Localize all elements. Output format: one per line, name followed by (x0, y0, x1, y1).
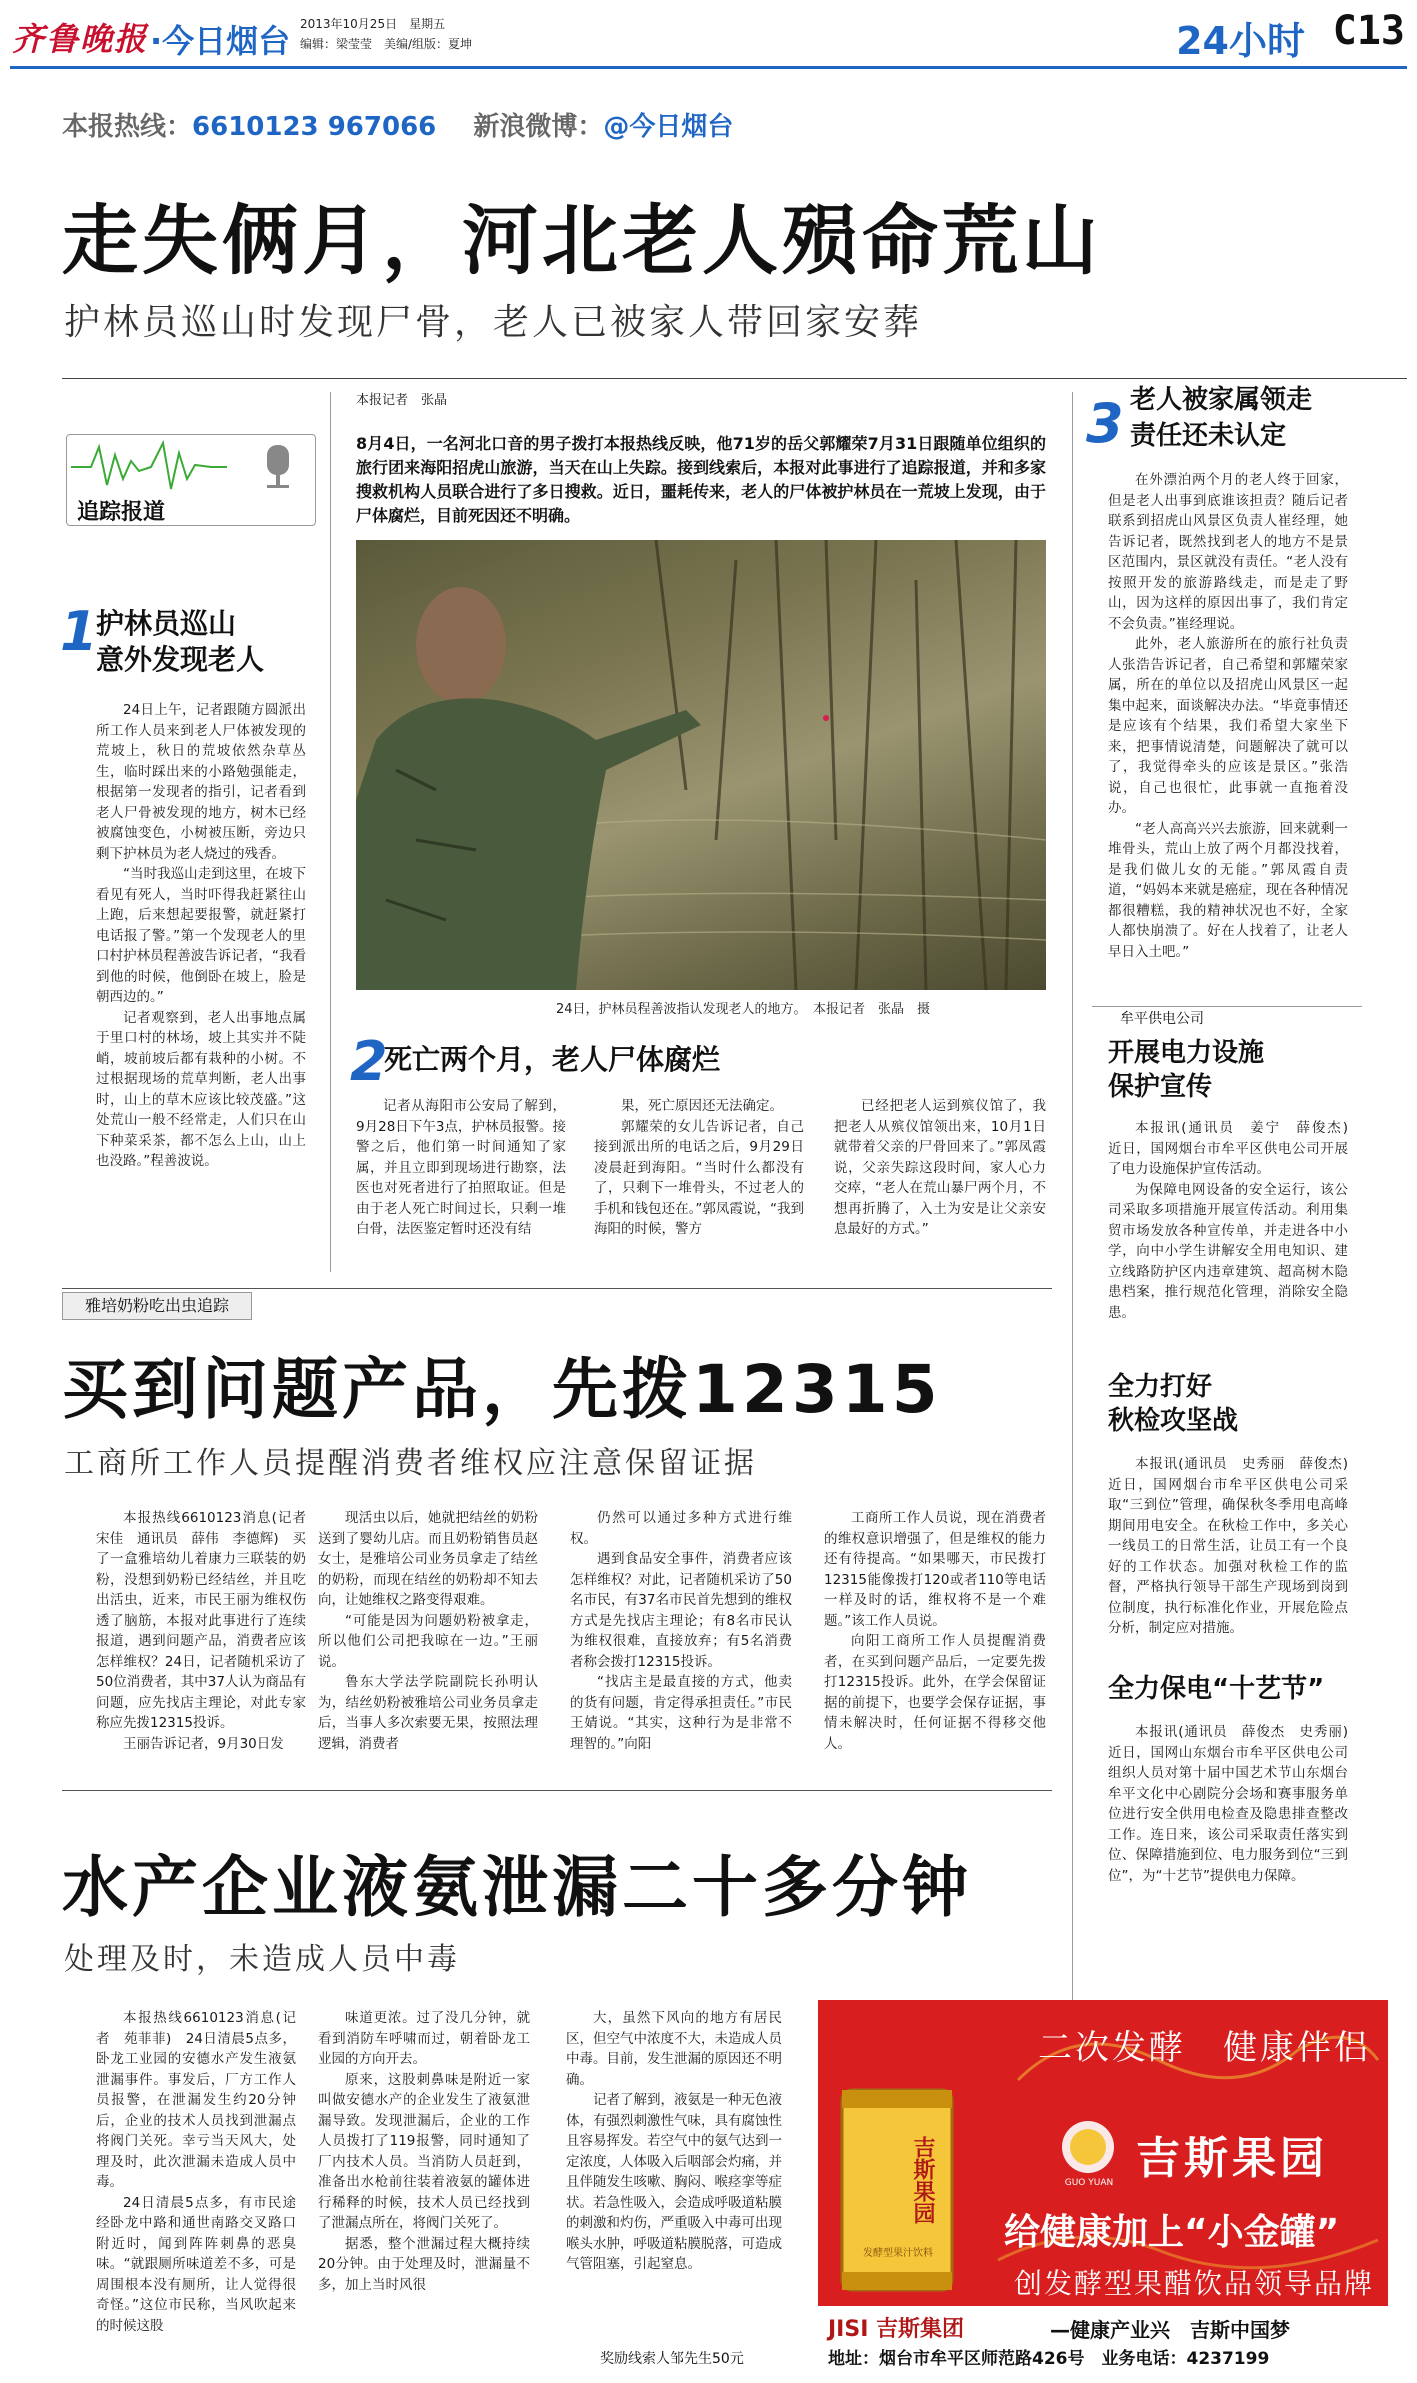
story3-headline: 水产企业液氨泄漏二十多分钟 (62, 1849, 972, 1926)
ad-can-sub: 发酵型果汁饮料 (863, 2248, 933, 2259)
paragraph: 味道更浓。过了没几分钟，就看到消防车呼啸而过，朝着卧龙工业园的方向开去。 (318, 2010, 530, 2067)
news-photo (356, 540, 1046, 990)
editor-credits: 编辑：梁莹莹 美编/组版：夏坤 (300, 37, 473, 51)
advertisement (818, 2000, 1388, 2372)
paragraph: 向阳工商所工作人员提醒消费者，在买到问题产品后，一定要先拨打12315投诉。此外，在学会保留证据的前提下，也要学会保存证据，事情未解决时，任何证据不得移交他人。 (824, 1633, 1046, 1752)
paragraph: 记者从海阳市公安局了解到，9月28日下午3点，护林员报警。接警之后，他们第一时间通知了家属，并且立即到现场进行勘察，法医也对死者进行了拍照取证。但是由于老人死亡时间过长，只剩一堆白骨，法医鉴定暂时还没有结 (356, 1098, 566, 1237)
story2-subhead: 工商所工作人员提醒消费者维权应注意保留证据 (64, 1446, 757, 1481)
section3-number: 3 (1086, 392, 1124, 455)
paragraph: 记者了解到，液氨是一种无色液体，有强烈刺激性气味，具有腐蚀性且容易挥发。若空气中的氨气达到一定浓度，人体吸入后咽部会灼痛，并且伴随发生咳嗽、胸闷、喉痉挛等症状。若急性吸入，会造成呼吸道粘膜的刺激和灼伤，严重吸入中毒可出现喉头水肿，呼吸道粘膜脱落，可造成气管阻塞，引起窒息。 (566, 2092, 782, 2272)
story3-rule (62, 1790, 1052, 1791)
paragraph: “当时我巡山走到这里，在坡下看见有死人，当时吓得我赶紧往山上跑，后来想起要报警，就赶紧打电话报了警。”第一个发现老人的里口村护林员程善波告诉记者，“我看到他的时候，他倒卧在坡上，脸是朝西边的。” (96, 866, 306, 1005)
weibo-handle: @今日烟台 (603, 112, 734, 142)
story2-rule (62, 1288, 1052, 1289)
column-divider (330, 392, 331, 1272)
sidebar-item1-title: 开展电力设施 保护宣传 (1108, 1038, 1265, 1102)
story3-column3 (566, 2008, 782, 2275)
sidebar-tag: 牟平供电公司 (1120, 1011, 1204, 1027)
hotline-bar (62, 106, 733, 143)
paragraph: 为保障电网设备的安全运行，该公司采取多项措施开展宣传活动。利用集贸市场发放各种宣传单，并走进各中小学，向中小学生讲解安全用电知识、建立线路防护区内违章建筑、超高树木隐患档案，推行规范化管理，消除安全隐患。 (1108, 1181, 1348, 1321)
section1-title: 护林员巡山 意外发现老人 (96, 607, 265, 676)
ad-subline: 创发酵型果醋饮品领导品牌 (1014, 2267, 1375, 2300)
ad-brand: 吉斯果园 (1136, 2133, 1328, 2184)
ad-guo-yuan: GUO YUAN (1064, 2178, 1114, 2188)
section2-title: 死亡两个月，老人尸体腐烂 (384, 1043, 721, 1076)
ad-footer (818, 2306, 1388, 2372)
sidebar-rule (1092, 1006, 1362, 1007)
story1-byline: 本报记者 张晶 (356, 393, 448, 408)
story1-rule (62, 378, 1407, 379)
section1-text (96, 700, 306, 1172)
paragraph: 本报热线6610123消息(记者 苑菲菲) 24日清晨5点多，卧龙工业园的安德水产发生液氨泄漏事件。事发后，厂方工作人员报警，在泄漏发生约20分钟后，企业的技术人员找到泄漏点将阀门关死。幸亏当天风大，处理及时，此次泄漏未造成人员中毒。 (96, 2010, 296, 2190)
paragraph: 本报讯(通讯员 史秀丽 薛俊杰) 近日，国网烟台市牟平区供电公司采取“三到位”管理，确保秋冬季用电高峰期间用电安全。在秋检工作中，多关心一线员工的日常生活，让员工有一个良好的工作状态。加强对秋检工作的监督，严格执行领导干部生产现场到岗到位制度，执行标准化作业，开展危险点分析，制定应对措施。 (1108, 1456, 1362, 1636)
hotline-label: 本报热线： (62, 112, 193, 142)
sidebar-item2-title: 全力打好 秋检攻坚战 (1108, 1372, 1239, 1436)
story2-column4 (824, 1508, 1046, 1754)
reward-note: 奖励线索人邹先生50元 (600, 2351, 744, 2367)
paragraph: 原来，这股刺鼻味是附近一家叫做安德水产的企业发生了液氨泄漏导致。发现泄漏后，企业的工作人员拨打了119报警，同时通知了厂内技术人员。当消防人员赶到，准备出水枪前往装着液氨的罐体进行稀释的时候，技术人员已经找到了泄漏点所在，将阀门关死了。 (318, 2071, 530, 2231)
story3-column1 (96, 2008, 296, 2336)
hotline-numbers: 6610123 967066 (192, 112, 437, 142)
story2-headline: 买到问题产品，先拨12315 (62, 1351, 942, 1428)
paragraph: 本报讯(通讯员 姜宁 薛俊杰) 近日，国网烟台市牟平区供电公司开展了电力设施保护宣传活动。 (1108, 1120, 1362, 1177)
paragraph: 鲁东大学法学院副院长孙明认为，结丝奶粉被雅培公司业务员拿走后，当事人多次索要无果，按照法理逻辑，消费者 (318, 1674, 538, 1752)
story2-column3 (570, 1508, 792, 1754)
ad-can-brand: 吉斯果园 (910, 2136, 935, 2224)
ad-address: 地址：烟台市牟平区师范路426号 业务电话：4237199 (828, 2349, 1270, 2369)
tracking-report-label: 追踪报道 (77, 500, 166, 525)
paragraph: 记者观察到，老人出事地点属于里口村的林场，坡上其实并不陡峭，坡前坡后都有栽种的小树。不过根据现场的荒草判断，老人出事时，山上的草木应该比较茂盛。”这处荒山一般不经常走，人们只在山下种菜采茶，都不怎么上山，山上也没路。”程善波说。 (96, 1009, 306, 1169)
sidebar-item3-text (1108, 1722, 1362, 1886)
section1-number: 1 (60, 600, 98, 663)
paragraph: 仍然可以通过多种方式进行维权。 (570, 1510, 792, 1547)
section2-column1 (356, 1096, 566, 1240)
photo-caption: 24日，护林员程善波指认发现老人的地方。 本报记者 张晶 摄 (556, 1002, 931, 1017)
paragraph: 据悉，整个泄漏过程大概持续20分钟。由于处理及时，泄漏量不多，加上当时风很 (318, 2235, 530, 2293)
section3-title: 老人被家属领走 责任还未认定 (1130, 385, 1313, 451)
paragraph: 工商所工作人员说，现在消费者的维权意识增强了，但是维权的能力还有待提高。“如果哪天，市民拨打12315能像拨打120或者110等电话一样及时的话，维权将不是一个难题。”该工作人员说。 (824, 1510, 1046, 1629)
paragraph: 24日清晨5点多，有市民途经卧龙中路和通世南路交叉路口附近时，闻到阵阵刺鼻的恶臭味。“就跟厕所味道差不多，可是周围根本没有厕所，让人觉得很奇怪。”这位市民称，当风吹起来的时候这股 (96, 2194, 296, 2334)
ad-group: JISI 吉斯集团 (828, 2317, 965, 2342)
ad-tagline: 给健康加上“小金罐” (1004, 2212, 1340, 2253)
masthead-rule (10, 66, 1407, 69)
story2-tag: 雅培奶粉吃出虫追踪 (62, 1292, 252, 1320)
section2-column2 (594, 1096, 804, 1240)
sidebar-item3-title: 全力保电“十艺节” (1108, 1674, 1325, 1704)
section-title: ·今日烟台 (150, 22, 291, 60)
section2-column3 (834, 1096, 1046, 1240)
story1-subhead: 护林员巡山时发现尸骨，老人已被家人带回家安葬 (64, 302, 923, 343)
waveform-icon (67, 435, 315, 495)
newspaper-logo: 齐鲁晚报 (12, 20, 149, 58)
sidebar-divider (1072, 392, 1073, 2002)
paragraph: 大，虽然下风向的地方有居民区，但空气中浓度不大，未造成人员中毒。目前，发生泄漏的原因还不明确。 (566, 2010, 782, 2088)
paragraph: 已经把老人运到殡仪馆了，我把老人从殡仪馆领出来，10月1日就带着父亲的尸骨回来了。”郭凤霞说，父亲失踪这段时间，家人心力交瘁，“老人在荒山暴尸两个月，不想再折腾了，入土为安是让父亲安息最好的方式。” (834, 1098, 1046, 1237)
paragraph: 现活虫以后，她就把结丝的奶粉送到了婴幼儿店。而且奶粉销售员赵女士，是雅培公司业务员拿走了结丝的奶粉，而现在结丝的奶粉却不知去向，让她维权之路变得艰难。 (318, 1510, 538, 1608)
weibo-label: 新浪微博： (473, 112, 604, 142)
paragraph: 王丽告诉记者，9月30日发 (123, 1735, 284, 1752)
ad-slogan: 二次发酵 健康伴侣 (1038, 2028, 1371, 2068)
paragraph: “老人高高兴兴去旅游，回来就剩一堆骨头，荒山上放了两个月都没找着，是我们做儿女的无能。”郭凤霞自责道，“妈妈本来就是癌症，现在各种情况都很糟糕，我的精神状况也不好，全家人都快崩溃了。好在人找着了，让老人早日入土吧。” (1108, 820, 1348, 960)
paragraph: “找店主是最直接的方式，他卖的货有问题，肯定得承担责任。”市民王婧说。“其实，这种行为是非常不理智的。”向阳 (570, 1674, 792, 1752)
story3-column2 (318, 2008, 530, 2295)
ad-motto: —健康产业兴 吉斯中国梦 (1050, 2318, 1290, 2342)
story1-headline: 走失俩月，河北老人殒命荒山 (62, 196, 1102, 285)
story1-lead: 8月4日，一名河北口音的男子拨打本报热线反映，他71岁的岳父郭耀荣7月31日跟随单位组织的旅行团来海阳招虎山旅游，当天在山上失踪。接到线索后，本报对此事进行了追踪报道，并和多家搜救机构人员联合进行了多日搜救。近日，噩耗传来，老人的尸体被护林员在一荒坡上发现，由于尸体腐烂，目前死因还不明确。 (356, 434, 1046, 525)
section2-number: 2 (350, 1030, 388, 1093)
issue-date: 2013年10月25日 星期五 (300, 17, 446, 31)
photo-forest-ranger (356, 540, 1046, 990)
section3-text (1108, 470, 1348, 962)
paragraph: 本报热线6610123消息(记者 宋佳 通讯员 薛伟 李德辉) 买了一盒雅培幼儿着康力三联装的奶粉，没想到奶粉已经结丝，并且吃出活虫，近来，市民王丽为维权伤透了脑筋，本报对此事进行了连续报道，遇到问题产品，消费者应该怎样维权？24日，记者随机采访了50位消费者，其中37人认为商品有问题，应先找店主理论，对此专家称应先拨12315投诉。 (96, 1510, 320, 1731)
paragraph: 此外，老人旅游所在的旅行社负责人张浩告诉记者，自己希望和郭耀荣家属，所在的单位以及招虎山风景区一起集中起来，面谈解决办法。“毕竟事情还是应该有个结果，我们希望大家坐下来，把事情说清楚，问题解决了就可以了，我觉得牵头的应该是景区。”张浩说，自己也很忙，此事就一直拖着没办。 (1108, 636, 1348, 816)
paragraph: 遇到食品安全事件，消费者应该怎样维权？对此，记者随机采访了50名市民，有37名市民首先想到的维权方式是先找店主理论；有8名市民认为维权很难，直接放弃；有5名消费者称会拨打12315投诉。 (570, 1551, 792, 1670)
sidebar-item1-text (1108, 1118, 1362, 1323)
paragraph: 郭耀荣的女儿告诉记者，自己接到派出所的电话之后，9月29日凌晨赶到海阳。“当时什么都没有了，只剩下一堆骨头，不过老人的手机和钱包还在。”郭凤霞说，“我到海阳的时候，警方 (594, 1118, 804, 1237)
page-section-label: 24小时 (1176, 19, 1305, 63)
paragraph: “可能是因为问题奶粉被拿走，所以他们公司把我晾在一边。”王丽说。 (318, 1612, 538, 1670)
paragraph: 本报讯(通讯员 薛俊杰 史秀丽) 近日，国网山东烟台市牟平区供电公司组织人员对第十届中国艺术节山东烟台牟平文化中心剧院分会场和赛事服务单位进行安全供用电检查及隐患排查整改工作。连日来，该公司采取责任落实到位、保障措施到位、电力服务到位“三到位”，为“十艺节”提供电力保障。 (1108, 1724, 1362, 1884)
story2-column1 (96, 1508, 320, 1754)
story3-subhead: 处理及时，未造成人员中毒 (64, 1942, 460, 1977)
paragraph: 果，死亡原因还无法确定。 (621, 1098, 783, 1114)
page-number: C13 (1332, 8, 1405, 54)
sidebar-item2-text (1108, 1454, 1362, 1639)
story2-column2 (318, 1508, 538, 1754)
tracking-report-badge (66, 434, 316, 526)
paragraph: 24日上午，记者跟随方圆派出所工作人员来到老人尸体被发现的荒坡上，秋日的荒坡依然杂草丛生，临时踩出来的小路勉强能走，根据第一发现者的指引，记者看到老人尸骨被发现的地方，树木已经被腐蚀变色，小树被压断，旁边只剩下护林员为老人烧过的残香。 (96, 702, 306, 862)
paragraph: 在外漂泊两个月的老人终于回家，但是老人出事到底谁该担责？随后记者联系到招虎山风景区负责人崔经理，她告诉记者，既然找到老人的地方不是景区范围内，景区就没有责任。“老人没有按照开发的旅游路线走，而是走了野山，因为这样的原因出事了，我们肯定不会负责。”崔经理说。 (1108, 472, 1348, 632)
